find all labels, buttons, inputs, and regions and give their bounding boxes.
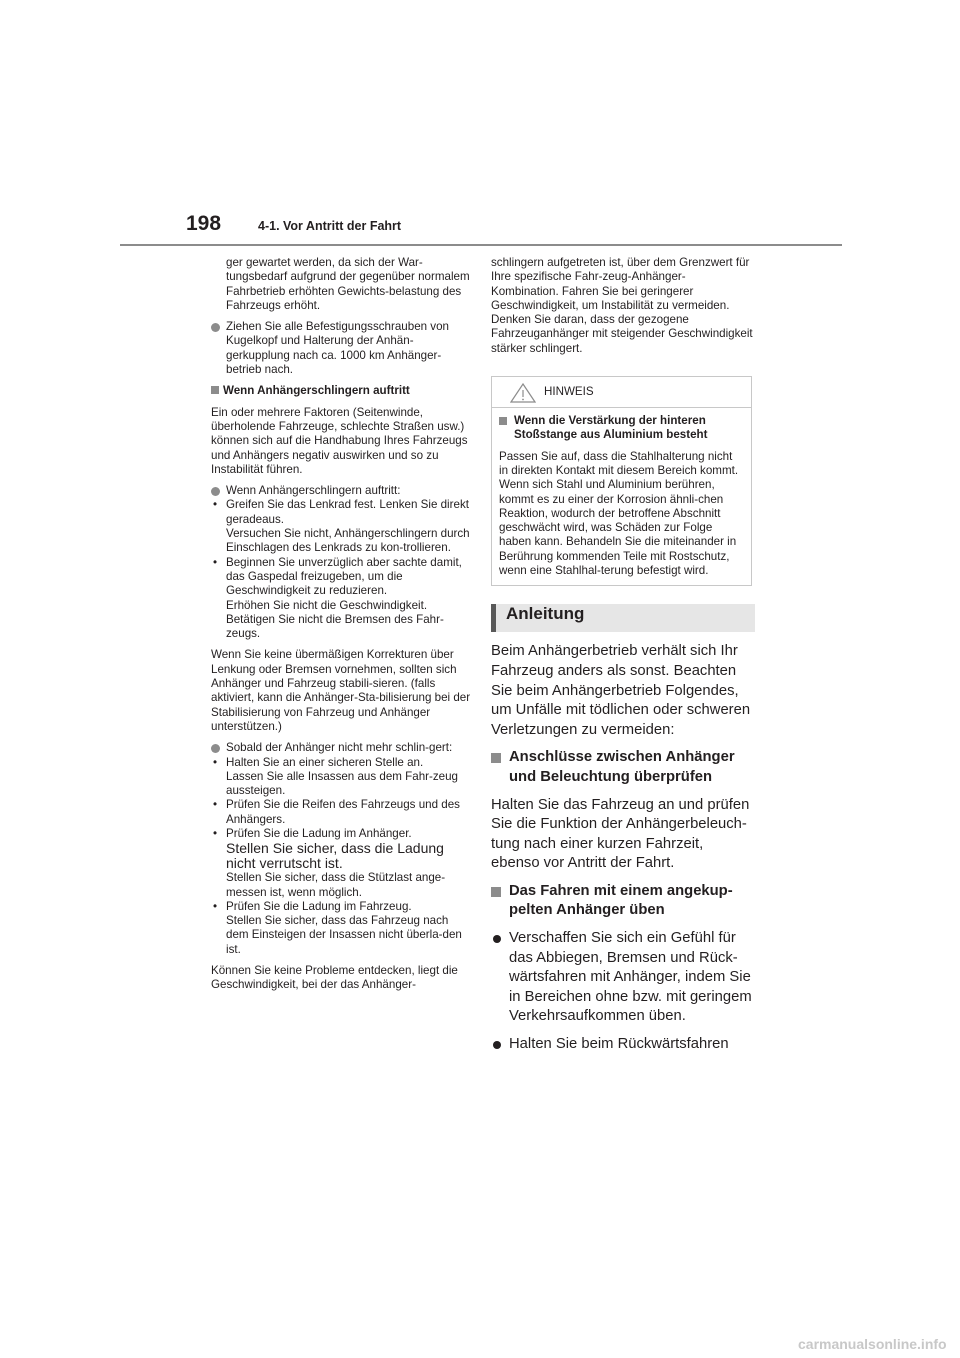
bullet-item: Halten Sie beim Rückwärtsfahren [491,1035,753,1055]
paragraph: Halten Sie das Fahrzeug an und prüfen Sie die Funktion der Anhängerbeleuch-tung nach einer kurzen Fahrzeit, ebenso vor Antritt der Fahrt. [491,796,750,872]
section-heading-bar [491,604,755,632]
left-column [211,256,473,1000]
list-item: • Greifen Sie das Lenkrad fest. Lenken Sie direkt geradeaus. Versuchen Sie nicht, Anhängerschlingern durch Einschlagen des Lenkrads zu kon-trollieren. [213,498,470,555]
paragraph: Können Sie keine Probleme entdecken, liegt die Geschwindigkeit, bei der das Anhänger- [211,964,458,992]
notice-header [492,377,751,408]
bullet-item: Ziehen Sie alle Befestigungsschrauben von Kugelkopf und Halterung der Anhän-gerkupplung nach ca. 1000 km Anhänger-betrieb nach. [211,320,473,377]
bullet-dot-icon [493,1041,501,1049]
notice-text: Wenn sich Stahl und Aluminium berühren, kommt es zu einer der Korrosion ähnli-chen Reaktion, wodurch der betroffene Abschnitt geschwächt wird, was Schäden zur Folge haben kann. Behandeln Sie die miteinander in Berührung kommenden Teile mit Rostschutz, wenn eine Stahlhal-terung befestigt wird. [499,478,737,578]
bullet-dot-icon [211,323,220,332]
bullet-item: Verschaffen Sie sich ein Gefühl für das Abbiegen, Bremsen und Rück-wärtsfahren mit Anhänger, indem Sie in Bereichen ohne bzw. mit geringem Verkehrsaufkommen üben. [491,929,753,1027]
square-bullet-icon [491,753,501,763]
bullet-item: Sobald der Anhänger nicht mehr schlin-gert: • Halten Sie an einer sicheren Stelle an. Lassen Sie alle Insassen aus dem Fahr-zeug aussteigen. • Prüfen Sie die Reifen des Fahrzeugs und des Anhängers. • Prüfen Sie die Ladung im Anhänger. Stellen Sie sicher, dass die Ladung nicht verrutscht ist. Stellen Sie sicher, dass die Stützlast ange-messen ist, wenn möglich. • Prüfen Sie die Ladung im Fahrzeug. Stellen Sie sicher, dass das Fahrzeug nach dem Einsteigen der Insassen nicht überla-den ist. [211,741,473,957]
sub-heading: Wenn Anhängerschlingern auftritt [211,384,473,398]
intro-paragraph: Beim Anhängerbetrieb verhält sich Ihr Fahrzeug anders als sonst. Beachten Sie beim Anhängerbetrieb Folgendes, um Unfälle mit tödlichen oder schweren Verletzungen zu vermeiden: [491,643,751,738]
notice-box [491,376,752,586]
instructions [491,642,753,1054]
notice-body [492,408,751,585]
bullet-dot-icon [211,487,220,496]
square-bullet-icon [499,417,507,425]
notice-heading: Wenn die Verstärkung der hinteren Stoßstange aus Aluminium besteht [499,414,744,443]
page-header [0,0,960,250]
list-item: • Prüfen Sie die Ladung im Fahrzeug. Stellen Sie sicher, dass das Fahrzeug nach dem Einsteigen der Insassen nicht überla-den ist. [213,899,462,956]
list-item: • Prüfen Sie die Ladung im Anhänger. Stellen Sie sicher, dass die Ladung nicht verrutscht ist. Stellen Sie sicher, dass die Stützlast ange-messen ist, wenn möglich. [213,826,446,899]
notice-text: Passen Sie auf, dass die Stahlhalterung nicht in direkten Kontakt mit diesem Bereich kommt. [499,449,739,477]
bullet-dot-icon [211,744,220,753]
list-item: • Prüfen Sie die Reifen des Fahrzeugs und des Anhängers. [213,798,460,826]
section-title: 4-1. Vor Antritt der Fahrt [258,219,402,233]
sub-heading: Anschlüsse zwischen Anhänger und Beleuchtung überprüfen [491,748,753,787]
list-item: • Halten Sie an einer sicheren Stelle an. Lassen Sie alle Insassen aus dem Fahr-zeug aussteigen. [213,755,459,798]
section-heading: Anleitung [506,604,585,624]
paragraph: Ein oder mehrere Faktoren (Seitenwinde, überholende Fahrzeuge, schlechte Straßen usw.) können sich auf die Handhabung Ihres Fahrzeugs und Anhängers negativ auswirken und so zu Instabilität führen. [211,405,468,476]
warning-triangle-icon [510,383,536,407]
list-item: • Beginnen Sie unverzüglich aber sachte damit, das Gaspedal freizugeben, um die Geschwindigkeit zu reduzieren. Erhöhen Sie nicht die Geschwindigkeit. Betätigen Sie nicht die Bremsen des Fahr-zeugs. [213,555,462,641]
page-number: 198 [186,212,222,235]
right-column [491,256,753,1063]
bullet-dot-icon [493,935,501,943]
bullet-item: Wenn Anhängerschlingern auftritt: • Greifen Sie das Lenkrad fest. Lenken Sie direkt geradeaus. Versuchen Sie nicht, Anhängerschlingern durch Einschlagen des Lenkrads zu kon-trollieren. • Beginnen Sie unverzüglich aber sachte damit, das Gaspedal freizugeben, um die Geschwindigkeit zu reduzieren. Erhöhen Sie nicht die Geschwindigkeit. Betätigen Sie nicht die Bremsen des Fahr-zeugs. [211,484,473,641]
sub-heading: Das Fahren mit einem angekup-pelten Anhänger üben [491,882,753,921]
square-bullet-icon [491,887,501,897]
square-bullet-icon [211,386,219,394]
header-divider [120,244,842,246]
watermark: carmanualsonline.info [798,1336,947,1352]
notice-title: HINWEIS [544,385,594,399]
paragraph: Wenn Sie keine übermäßigen Korrekturen über Lenkung oder Bremsen vornehmen, sollten sich Anhänger und Fahrzeug stabili-sieren. (falls aktiviert, kann die Anhänger-Sta-bilisierung bei der Stabilisierung von Fahrzeug und Anhänger unterstützen.) [211,648,471,733]
continued-text: ger gewartet werden, da sich der War-tungsbedarf aufgrund der gegenüber normalem Fahrbetrieb erhöhten Gewichts-belastung des Fahrzeugs erhöht. [226,256,470,312]
continued-text: schlingern aufgetreten ist, über dem Grenzwert für Ihre spezifische Fahr-zeug-Anhänger-Kombination. Fahren Sie bei geringerer Geschwindigkeit, um Instabilität zu vermeiden. Denken Sie daran, dass der gezogene Fahrzeuganhänger mit steigender Geschwindigkeit stärker schlingert. [491,256,753,355]
